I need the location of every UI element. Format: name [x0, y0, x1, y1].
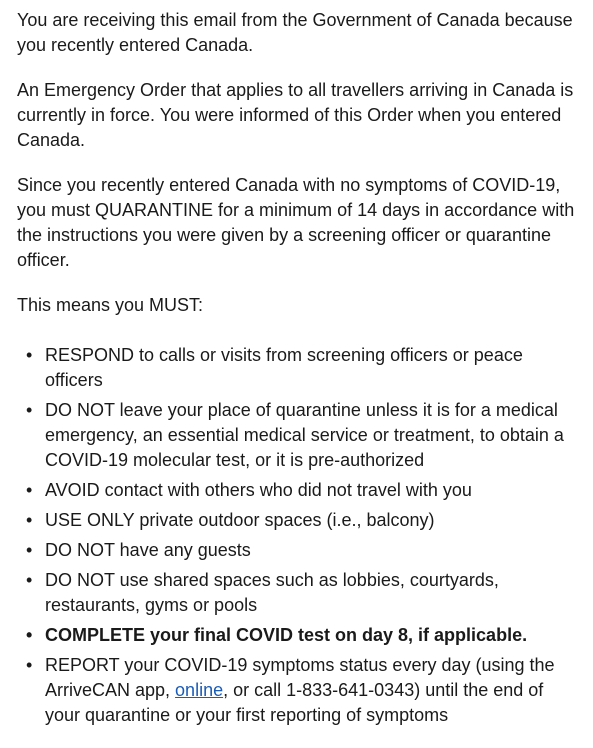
bullet-icon: •: [26, 400, 33, 420]
list-item: [26, 653, 583, 728]
list-item: [26, 568, 583, 618]
list-item: [26, 538, 583, 563]
intro-paragraph: You are receiving this email from the Government of Canada because you recently entered Canada.: [17, 10, 573, 55]
list-item: [26, 478, 583, 503]
rule-report-before: REPORT your COVID-19 symptoms status every day (using the ArriveCAN app,: [45, 655, 555, 700]
quarantine-paragraph: Since you recently entered Canada with no symptoms of COVID-19, you must QUARANTINE for a minimum of 14 days in accordance with the instructions you were given by a screening officer or quarantine officer.: [17, 175, 575, 270]
list-item: [26, 623, 583, 648]
bullet-icon: •: [26, 655, 33, 675]
rule-shared-spaces: DO NOT use shared spaces such as lobbies, courtyards, restaurants, gyms or pools: [45, 570, 499, 615]
bullet-icon: •: [26, 625, 33, 645]
emergency-order-paragraph: An Emergency Order that applies to all travellers arriving in Canada is currently in force. You were informed of this Order when you entered Canada.: [17, 80, 574, 150]
rule-report-after: , or call 1-833-641-0343) until the end of your quarantine or your first reporting of symptoms: [45, 680, 544, 725]
list-item: [26, 343, 583, 393]
rule-no-guests: DO NOT have any guests: [45, 540, 251, 560]
online-link[interactable]: online: [175, 680, 224, 700]
list-item: [26, 398, 583, 473]
list-item: [26, 508, 583, 533]
bullet-icon: •: [26, 480, 33, 500]
bullet-icon: •: [26, 510, 33, 530]
rule-avoid-contact: AVOID contact with others who did not travel with you: [45, 480, 472, 500]
bullet-icon: •: [26, 345, 33, 365]
bullet-icon: •: [26, 570, 33, 590]
bullet-icon: •: [26, 540, 33, 560]
rule-outdoor-spaces: USE ONLY private outdoor spaces (i.e., balcony): [45, 510, 435, 530]
rule-do-not-leave: DO NOT leave your place of quarantine unless it is for a medical emergency, an essential medical service or treatment, to obtain a COVID-19 molecular test, or it is pre-authorized: [45, 400, 564, 470]
rule-final-test: COMPLETE your final COVID test on day 8, if applicable.: [45, 625, 528, 645]
rule-respond: RESPOND to calls or visits from screening officers or peace officers: [45, 345, 523, 390]
rules-list: [17, 343, 583, 728]
must-heading: This means you MUST:: [17, 295, 204, 315]
